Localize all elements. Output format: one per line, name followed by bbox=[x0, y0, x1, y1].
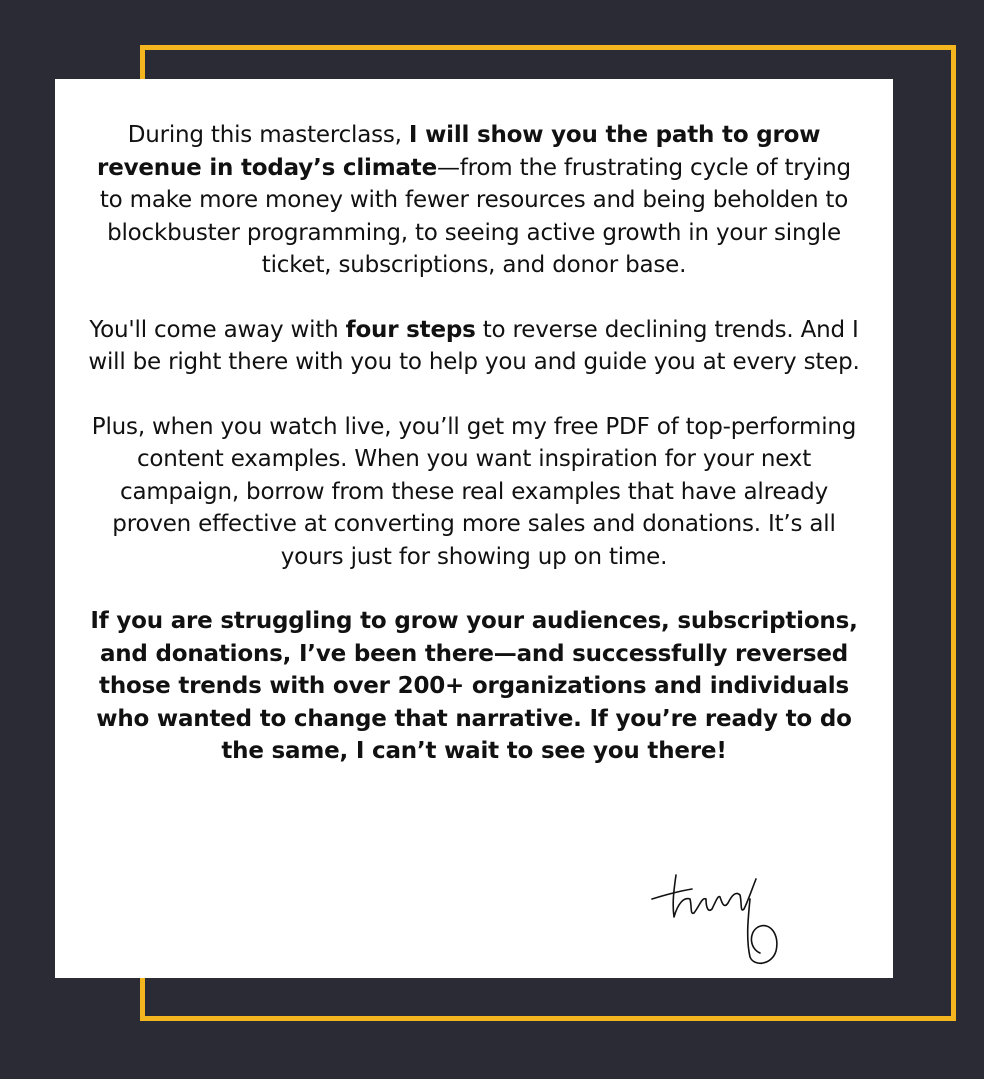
paragraph-steps-bold: four steps bbox=[345, 316, 476, 343]
paragraph-intro bbox=[85, 119, 863, 282]
paragraph-intro-bold: I will show you the path to grow revenue in today’s climate bbox=[97, 122, 821, 181]
paragraph-steps-rest: to reverse declining trends. And I will be right there with you to help you and guide you at every step. bbox=[88, 316, 860, 375]
paragraph-steps-lead: You'll come away with bbox=[89, 316, 346, 343]
paragraph-intro-lead: During this masterclass, bbox=[127, 122, 409, 148]
paragraph-closing: If you are struggling to grow your audiences, subscriptions, and donations, I’ve been there—and successfully reversed those trends with over 200+ organizations and individuals who wanted to change that narrative. If you’re ready to do the same, I can’t wait to see you there! bbox=[90, 608, 858, 764]
paragraph-intro-rest: —from the frustrating cycle of trying to make more money with fewer resources and being beholden to blockbuster programming, to seeing active growth in your single ticket, subscriptions, and donor base. bbox=[99, 154, 851, 278]
paragraph-pdf: Plus, when you watch live, you’ll get my free PDF of top-performing content examples. When you want inspiration for your next campaign, borrow from these real examples that have already proven effective at converting more sales and donations. It’s all yours just for showing up on time. bbox=[91, 413, 857, 570]
content-card bbox=[55, 79, 893, 978]
paragraph-steps bbox=[85, 314, 863, 379]
handwritten-signature-icon bbox=[650, 869, 800, 969]
